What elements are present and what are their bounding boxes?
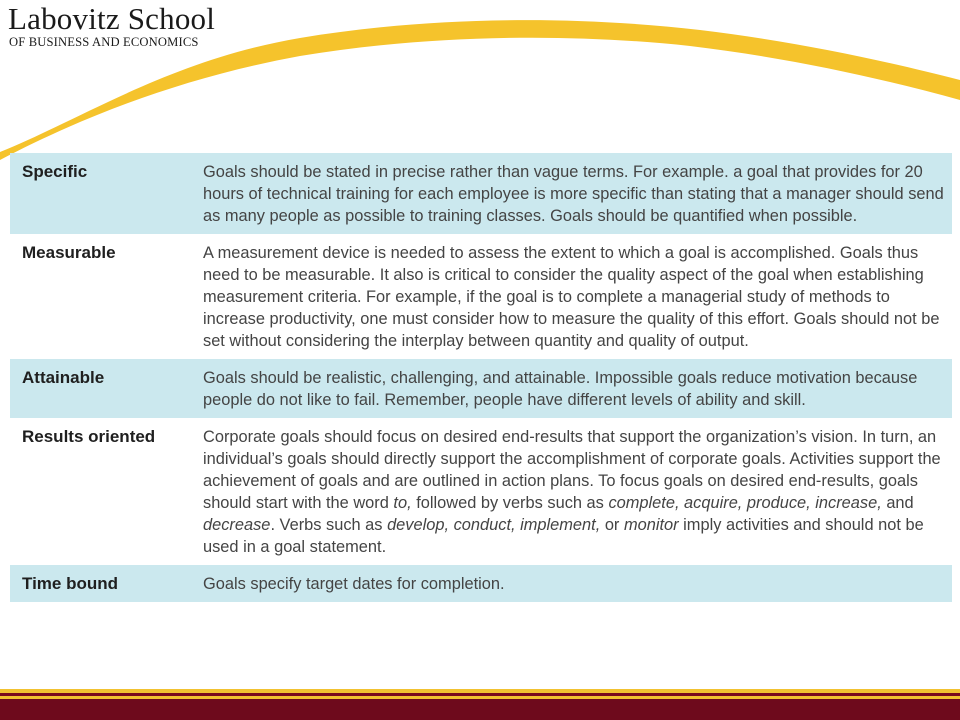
row-term: Specific [22,162,88,181]
description-emphasis: to, [393,494,412,512]
table-row-attainable [10,359,952,418]
logo-subtitle: OF BUSINESS AND ECONOMICS [9,35,199,49]
table-row-measurable [10,234,952,359]
table-row-time-bound [10,565,952,602]
table-row-specific [10,153,952,234]
description-text: A measurement device is needed to assess the extent to which a goal is accomplished. Goals thus need to be measurable. It also is critical to consider the quality aspect of the goal when establishing measurement criteria. For example, if the goal is to complete a managerial study of methods to increase productivity, one must consider how to measure the quality of this effort. Goals should not be set without considering the interplay between quantity and quality of output. [203,244,940,350]
description-emphasis: develop, conduct, implement, [387,516,601,534]
table-row-results-oriented [10,418,952,565]
row-description [203,161,947,227]
row-term: Time bound [22,574,119,593]
description-text: Goals specify target dates for completion. [203,575,505,593]
description-text: Goals should be realistic, challenging, and attainable. Impossible goals reduce motivation because people do not like to fail. Remember, people have different levels of ability and skill. [203,369,918,409]
smart-goals-table [10,153,952,602]
description-text: imply activities and should not be used in a goal statement. [203,516,924,556]
row-term: Results oriented [22,427,156,446]
description-text: Corporate goals should focus on desired end-results that support the organization’s vision. In turn, an individual’s goals should directly support the accomplishment of corporate goals. Activities support the achievement of goals and are outlined in action plans. To focus goals on desired end-results, goals should start with the word [203,428,941,512]
description-text: . Verbs such as [270,516,388,534]
description-emphasis: decrease [203,516,271,534]
row-description [203,367,947,411]
school-logo [8,2,215,49]
row-term: Attainable [22,368,105,387]
row-description [203,573,947,595]
row-description [203,426,947,558]
footer-maroon-bar [0,699,960,720]
row-description [203,242,947,352]
description-text: Goals should be stated in precise rather than vague terms. For example. a goal that provides for 20 hours of technical training for each employee is more specific than stating that a manager should send as many people as possible to training classes. Goals should be quantified when possible. [203,163,944,225]
description-emphasis: complete, acquire, produce, increase, [608,494,882,512]
description-emphasis: monitor [623,516,679,534]
description-text: followed by verbs such as [411,494,609,512]
description-text: or [600,516,624,534]
logo-title: Labovitz School [8,1,216,36]
row-term: Measurable [22,243,116,262]
description-text: and [881,494,914,512]
